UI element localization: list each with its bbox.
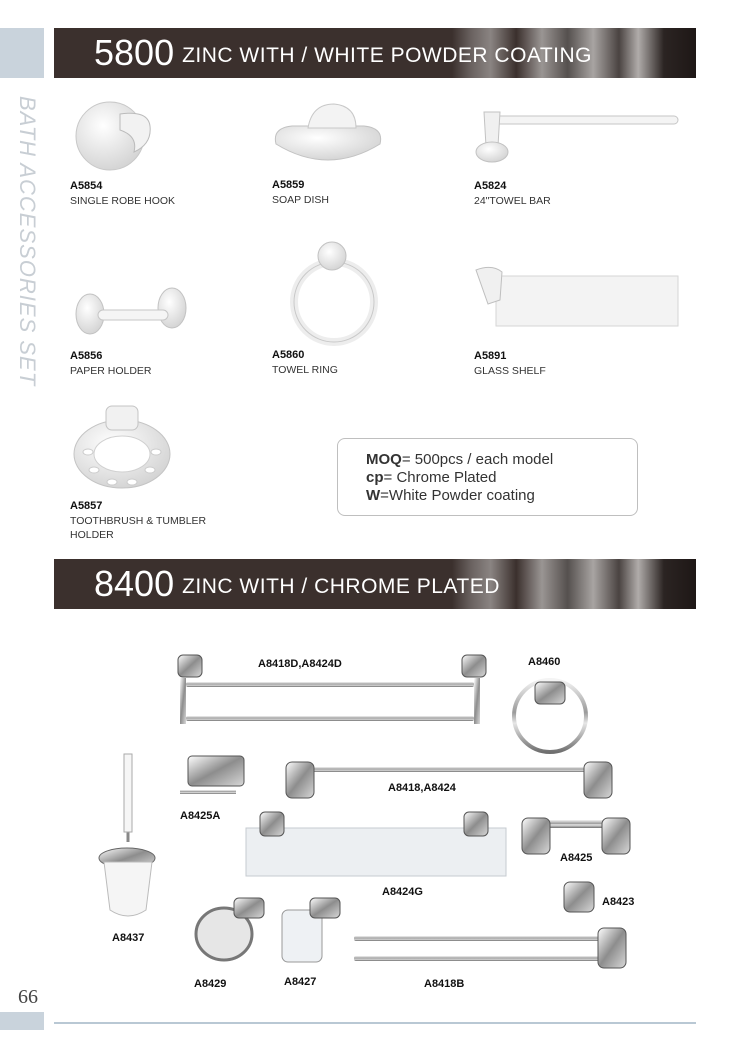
series-number: 8400	[94, 563, 175, 604]
cp-value: = Chrome Plated	[383, 469, 497, 486]
w-value: =White Powder coating	[380, 487, 535, 504]
label-a8437: A8437	[112, 932, 145, 944]
series-number: 5800	[94, 32, 175, 73]
series-title: ZINC WITH / CHROME PLATED	[182, 575, 500, 598]
side-section-label: BATH ACCESSORIES SET	[15, 96, 40, 387]
moq-key: MOQ	[366, 451, 402, 468]
label-a8423: A8423	[602, 896, 635, 908]
label-a8425: A8425	[560, 852, 593, 864]
product-code: A5856	[70, 350, 103, 362]
product-name: 24"TOWEL BAR	[474, 195, 551, 207]
footer-divider	[54, 1022, 696, 1024]
label-a8425a: A8425A	[180, 810, 221, 822]
product-name: SINGLE ROBE HOOK	[70, 195, 176, 207]
cp-key: cp	[366, 469, 384, 486]
product-code: A5860	[272, 349, 305, 361]
label-a8427: A8427	[284, 976, 317, 988]
product-name: TOWEL RING	[272, 364, 338, 376]
product-code: A5857	[70, 500, 103, 512]
product-name: SOAP DISH	[272, 194, 329, 206]
product-name: TOOTHBRUSH & TUMBLER HOLDER	[70, 515, 207, 541]
moq-value: = 500pcs / each model	[401, 451, 554, 468]
page-number: 66	[18, 986, 38, 1008]
product-name: PAPER HOLDER	[70, 365, 152, 377]
product-code: A5854	[70, 180, 103, 192]
label-a8418d: A8418D,A8424D	[258, 658, 342, 670]
w-key: W	[366, 487, 381, 504]
product-name: GLASS SHELF	[474, 365, 546, 377]
label-a8418: A8418,A8424	[388, 782, 456, 794]
product-code: A5824	[474, 180, 507, 192]
label-a8418b: A8418B	[424, 978, 465, 990]
label-a8429: A8429	[194, 978, 227, 990]
series-title: ZINC WITH / WHITE POWDER COATING	[182, 44, 593, 67]
product-code: A5859	[272, 179, 305, 191]
label-a8460: A8460	[528, 656, 561, 668]
label-a8424g: A8424G	[382, 886, 423, 898]
product-code: A5891	[474, 350, 507, 362]
